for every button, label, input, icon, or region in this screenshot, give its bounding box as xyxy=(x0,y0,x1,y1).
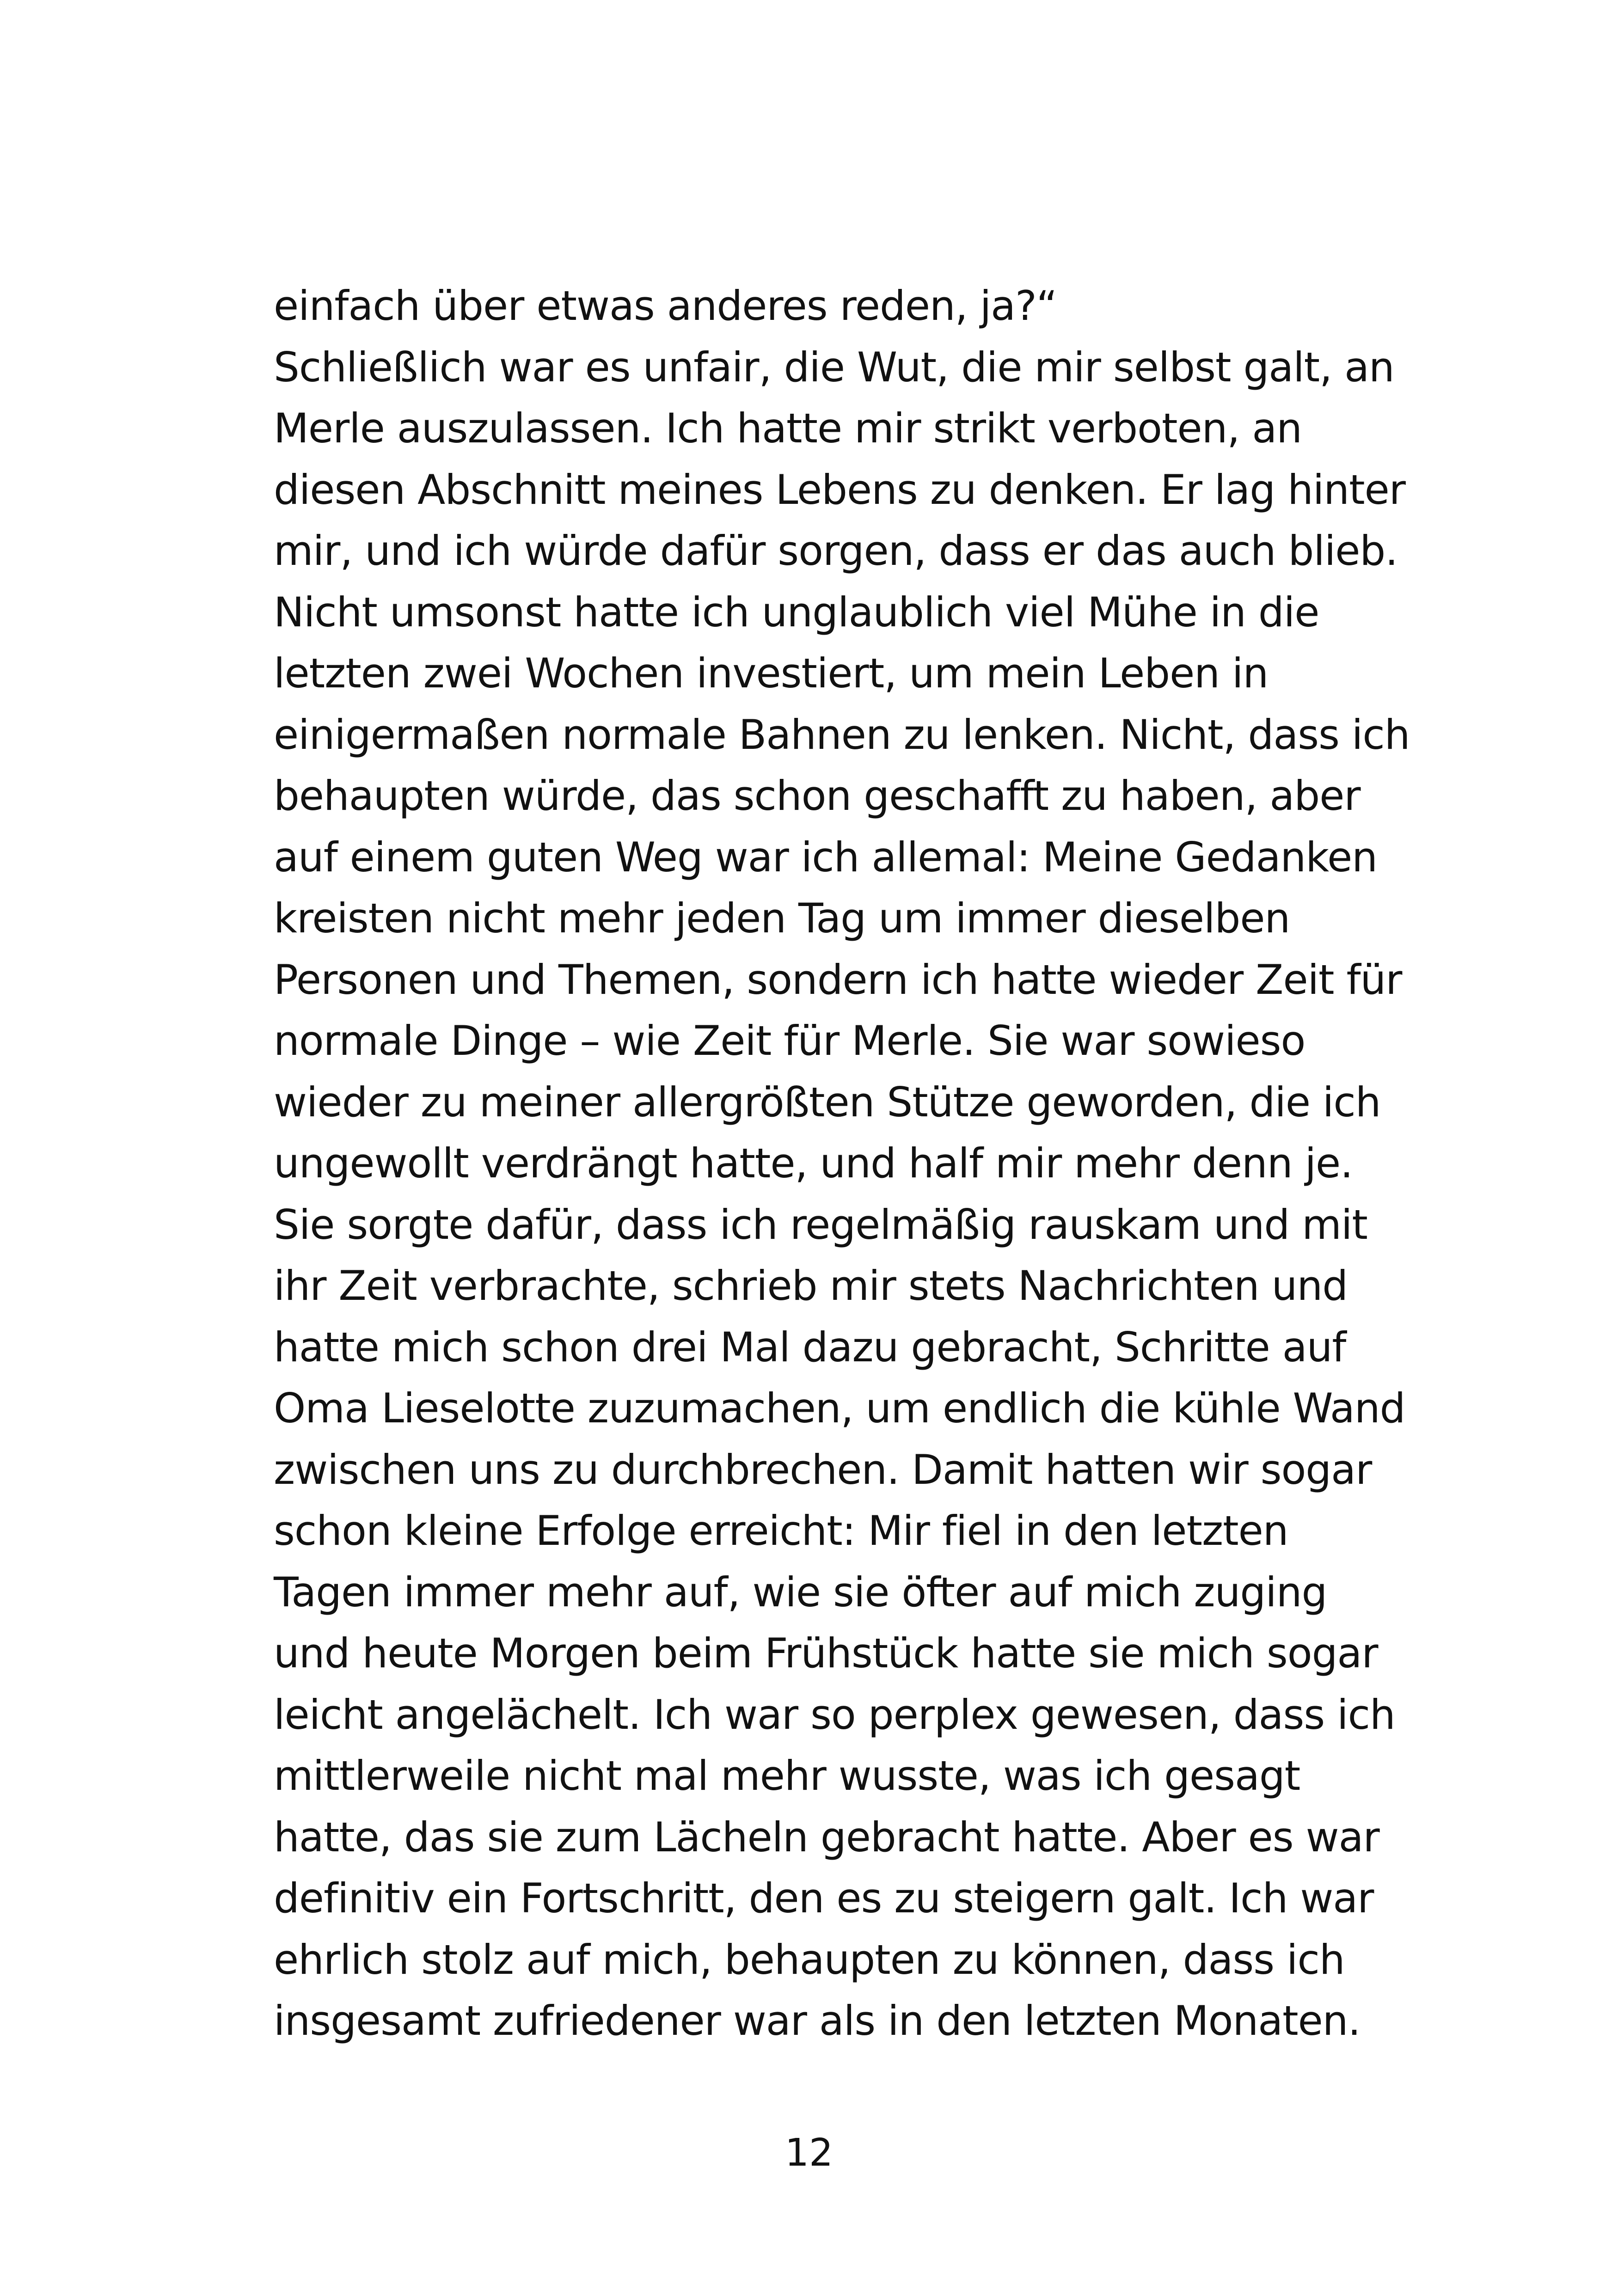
text-line: kreisten nicht mehr jeden Tag um immer dieselben xyxy=(274,894,1290,942)
text-line: Merle auszulassen. Ich hatte mir strikt verboten, an xyxy=(274,404,1302,452)
text-line: mittlerweile nicht mal mehr wusste, was ich gesagt xyxy=(274,1752,1300,1800)
text-line: hatte, das sie zum Lächeln gebracht hatte. Aber es war xyxy=(274,1813,1379,1861)
text-line: leicht angelächelt. Ich war so perplex gewesen, dass ich xyxy=(274,1690,1395,1739)
text-line: insgesamt zufriedener war als in den letzten Monaten. xyxy=(274,1997,1361,2045)
text-line: behaupten würde, das schon geschafft zu haben, aber xyxy=(274,772,1361,820)
text-line: schon kleine Erfolge erreicht: Mir fiel in den letzten xyxy=(274,1507,1288,1555)
text-line: ehrlich stolz auf mich, behaupten zu können, dass ich xyxy=(274,1935,1345,1984)
text-line: Nicht umsonst hatte ich unglaublich viel Mühe in die xyxy=(274,588,1319,636)
text-line: einfach über etwas anderes reden, ja?“ xyxy=(274,282,1057,330)
text-line: und heute Morgen beim Frühstück hatte sie mich sogar xyxy=(274,1629,1378,1677)
text-line: Tagen immer mehr auf, wie sie öfter auf mich zuging xyxy=(274,1568,1327,1616)
text-line: Personen und Themen, sondern ich hatte wieder Zeit für xyxy=(274,955,1402,1004)
text-line: normale Dinge – wie Zeit für Merle. Sie war sowieso xyxy=(274,1017,1305,1065)
text-line: einigermaßen normale Bahnen zu lenken. Nicht, dass ich xyxy=(274,710,1410,759)
text-line: mir, und ich würde dafür sorgen, dass er das auch blieb. xyxy=(274,527,1398,575)
text-line: ungewollt verdrängt hatte, und half mir mehr denn je. xyxy=(274,1139,1353,1187)
text-line: hatte mich schon drei Mal dazu gebracht, Schritte auf xyxy=(274,1323,1346,1371)
body-text xyxy=(274,276,1410,2052)
text-line: Schließlich war es unfair, die Wut, die mir selbst galt, an xyxy=(274,343,1394,391)
text-line: Sie sorgte dafür, dass ich regelmäßig rauskam und mit xyxy=(274,1200,1367,1249)
text-line: diesen Abschnitt meines Lebens zu denken. Er lag hinter xyxy=(274,465,1405,514)
page-number: 12 xyxy=(784,2131,834,2175)
text-line: letzten zwei Wochen investiert, um mein Leben in xyxy=(274,649,1269,697)
text-line: wieder zu meiner allergrößten Stütze geworden, die ich xyxy=(274,1078,1381,1126)
text-line: Oma Lieselotte zuzumachen, um endlich die kühle Wand xyxy=(274,1384,1405,1432)
text-line: auf einem guten Weg war ich allemal: Meine Gedanken xyxy=(274,833,1378,881)
text-line: ihr Zeit verbrachte, schrieb mir stets Nachrichten und xyxy=(274,1262,1348,1310)
text-line: definitiv ein Fortschritt, den es zu steigern galt. Ich war xyxy=(274,1874,1374,1922)
text-line: zwischen uns zu durchbrechen. Damit hatten wir sogar xyxy=(274,1445,1372,1494)
